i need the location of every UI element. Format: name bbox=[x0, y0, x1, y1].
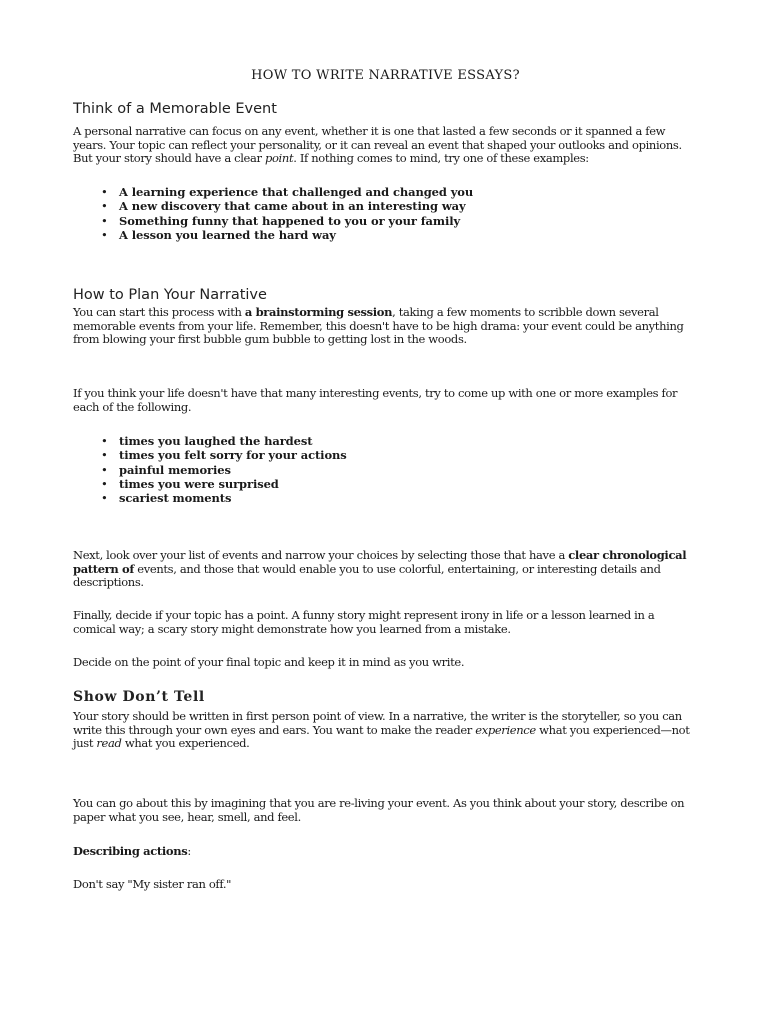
paragraph-personal-narrative bbox=[73, 125, 698, 166]
strong-brainstorming: a brainstorming session bbox=[244, 305, 393, 319]
list-item: • times you laughed the hardest bbox=[101, 434, 347, 448]
emphasis-read: read bbox=[96, 736, 122, 750]
text-run: , taking a few moments to scribble down several memorable events from your life. Remember, this doesn't have to be high drama: your event could be anything from blowing your first bubble gum bubble to getting lost in the woods. bbox=[73, 305, 684, 346]
strong-chronological: clear chronological pattern of bbox=[73, 548, 687, 576]
emphasis-experience: experience bbox=[475, 722, 536, 737]
example-events-list bbox=[101, 185, 473, 242]
list-item: • painful memories bbox=[101, 463, 347, 477]
strong-describing-actions: Describing actions bbox=[73, 844, 188, 858]
paragraph-first-person bbox=[73, 710, 698, 751]
text-run: You can start this process with bbox=[73, 305, 245, 319]
document-title: HOW TO WRITE NARRATIVE ESSAYS? bbox=[251, 68, 520, 83]
paragraph-brainstorming bbox=[73, 306, 698, 347]
text-run: Your story should be written in first person point of view. In a narrative, the writer is the storyteller, so you can write this through your own eyes and ears. You want to make the reader bbox=[73, 709, 682, 737]
list-item: • A lesson you learned the hard way bbox=[101, 228, 473, 242]
text-run: . If nothing comes to mind, try one of these examples: bbox=[293, 151, 589, 165]
paragraph-narrow-choices bbox=[73, 549, 698, 590]
emphasis-point: point bbox=[264, 151, 294, 165]
paragraph-final-topic: Decide on the point of your final topic and keep it in mind as you write. bbox=[73, 655, 465, 669]
list-item: • scariest moments bbox=[101, 491, 347, 505]
heading-memorable-event: Think of a Memorable Event bbox=[73, 101, 277, 117]
text-run: Next, look over your list of events and narrow your choices by selecting those that have a bbox=[73, 548, 569, 562]
list-item: • Something funny that happened to you or your family bbox=[101, 214, 473, 228]
text-run: : bbox=[187, 844, 191, 858]
text-run: what you experienced. bbox=[121, 736, 250, 750]
list-item: • A new discovery that came about in an interesting way bbox=[101, 199, 473, 213]
text-run: events, and those that would enable you to use colorful, entertaining, or interesting details and descriptions. bbox=[73, 561, 661, 589]
paragraph-example-sentence: Don't say "My sister ran off." bbox=[73, 877, 232, 891]
list-item: • times you were surprised bbox=[101, 477, 347, 491]
heading-show-dont-tell: Show Don’t Tell bbox=[73, 689, 205, 705]
text-run: A personal narrative can focus on any event, whether it is one that lasted a few seconds or it spanned a few years. Your topic can reflect your personality, or it can reveal an event that shaped your outlooks and opinions. But your story should have a clear bbox=[73, 124, 682, 165]
paragraph-interesting-events: If you think your life doesn't have that many interesting events, try to come up with one or more examples for each of the following. bbox=[73, 386, 678, 414]
text-run: what you experienced—not just bbox=[73, 722, 690, 750]
prompt-list bbox=[101, 434, 347, 505]
heading-plan-narrative: How to Plan Your Narrative bbox=[73, 287, 267, 303]
list-item: • times you felt sorry for your actions bbox=[101, 448, 347, 462]
label-describing-actions bbox=[73, 845, 698, 859]
paragraph-reliving-event: You can go about this by imagining that you are re-living your event. As you think about your story, describe on paper what you see, hear, smell, and feel. bbox=[73, 796, 685, 824]
list-item: • A learning experience that challenged and changed you bbox=[101, 185, 473, 199]
paragraph-topic-point: Finally, decide if your topic has a point. A funny story might represent irony in life or a lesson learned in a comical way; a scary story might demonstrate how you learned from a mistake. bbox=[73, 608, 655, 636]
